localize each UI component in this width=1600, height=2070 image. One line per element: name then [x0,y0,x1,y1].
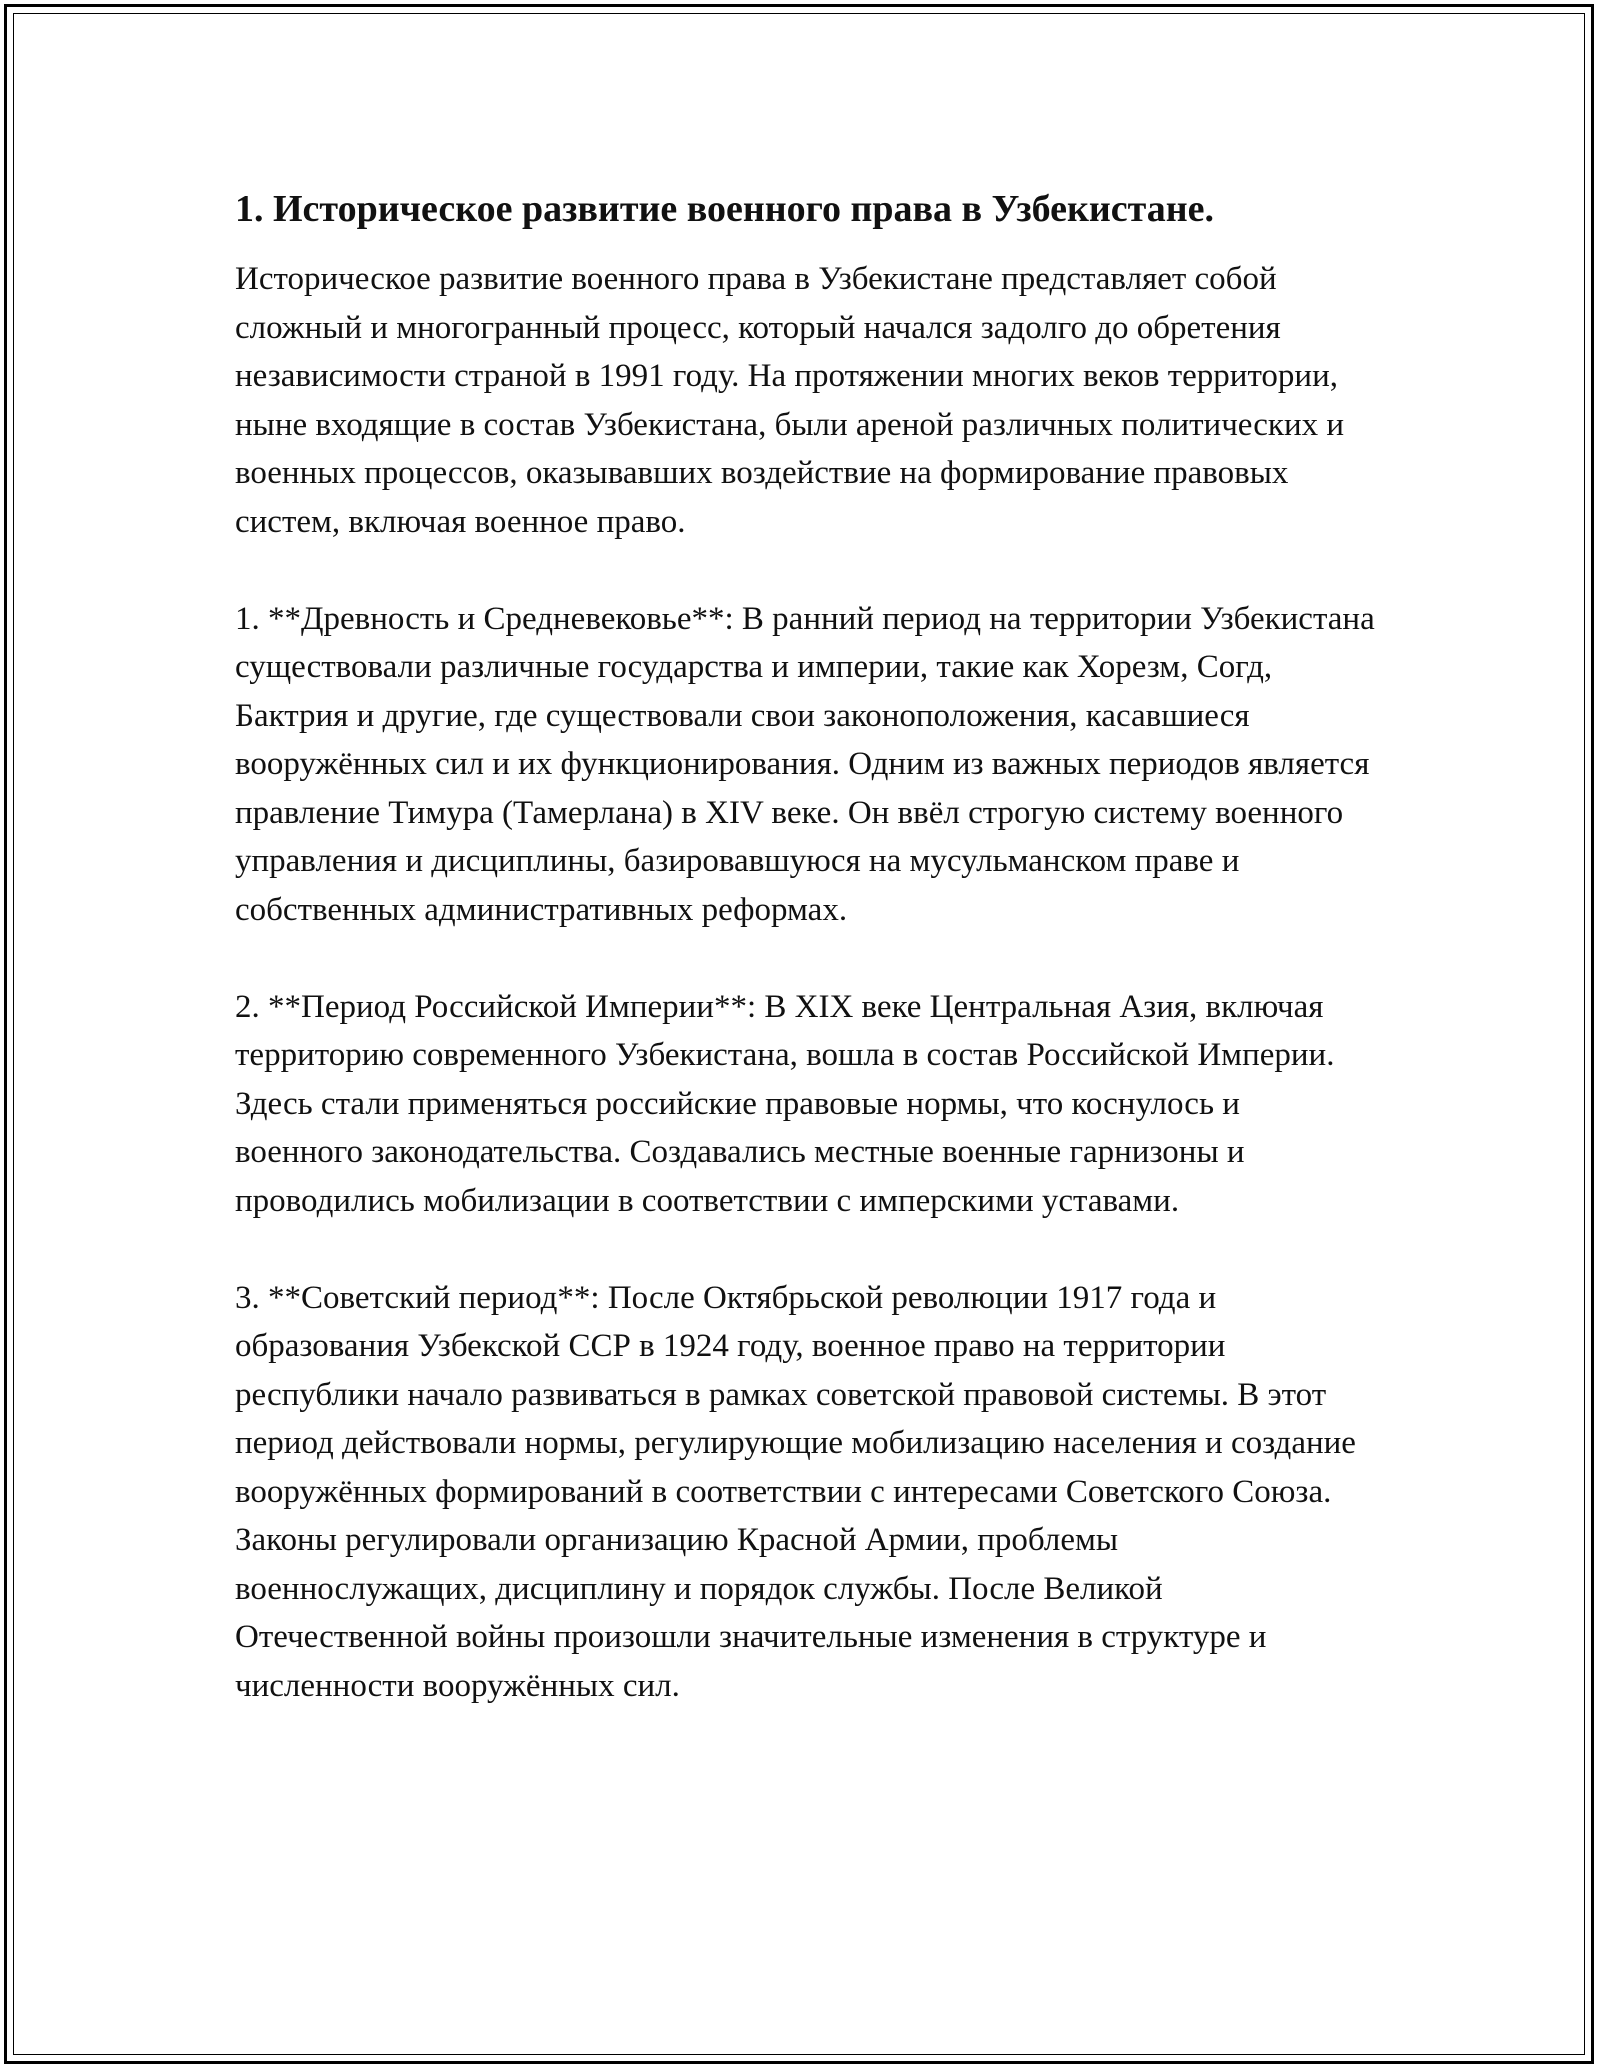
intro-paragraph: Историческое развитие военного права в Узбекистане представляет собой сложный и многогранный процесс, который начался задолго до обретения независимости страной в 1991 году. На протяжении многих веков территории, ныне входящие в состав Узбекистана, были ареной различных политических и военных процессов, оказывавших воздействие на формирование правовых систем, включая военное право. [235,261,1345,540]
antiquity-paragraph: 1. **Древность и Средневековье**: В ранний период на территории Узбекистана существовали различные государства и империи, такие как Хорезм, Согд, Бактрия и другие, где существовали свои законоположения, касавшиеся вооружённых сил и их функционирования. Одним из важных периодов является правление Тимура (Тамерлана) в XIV веке. Он ввёл строгую систему военного управления и дисциплины, базировавшуюся на мусульманском праве и собственных административных реформах. [235,600,1375,928]
section-heading: 1. Историческое развитие военного права в Узбекистане. [235,188,1215,230]
russian-empire-paragraph: 2. **Период Российской Империи**: В XIX веке Центральная Азия, включая территорию современного Узбекистана, вошла в состав Российской Империи. Здесь стали применяться российские правовые нормы, что коснулось и военного законодательства. Создавались местные военные гарнизоны и проводились мобилизации в соответствии с имперскими уставами. [235,988,1335,1219]
soviet-period-paragraph: 3. **Советский период**: После Октябрьской революции 1917 года и образования Узбекской ССР в 1924 году, военное право на территории республики начало развиваться в рамках советской правовой системы. В этот период действовали нормы, регулирующие мобилизацию населения и создание вооружённых формирований в соответствии с интересами Советского Союза. Законы регулировали организацию Красной Армии, проблемы военнослужащих, дисциплину и порядок службы. После Великой Отечественной войны произошли значительные изменения в структуре и численности вооружённых сил. [235,1279,1356,1704]
document-body [235,185,1375,1759]
